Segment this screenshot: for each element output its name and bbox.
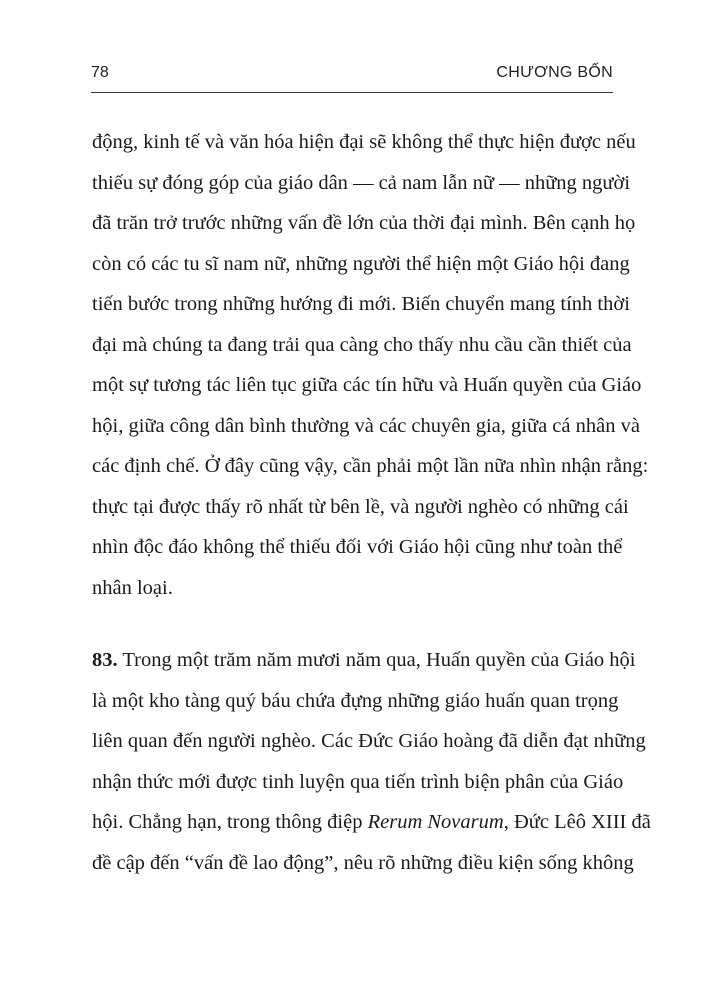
text-line: đã trăn trở trước những vấn đề lớn của thời đại mình. Bên cạnh họ bbox=[92, 212, 636, 234]
text-line: nhân loại. bbox=[92, 576, 173, 599]
text-line: đại mà chúng ta đang trải qua càng cho thấy nhu cầu cần thiết của bbox=[92, 333, 632, 356]
text-line: thiếu sự đóng góp của giáo dân — cả nam lẫn nữ — những người bbox=[92, 171, 631, 194]
text-line: liên quan đến người nghèo. Các Đức Giáo hoàng đã diễn đạt những bbox=[92, 730, 646, 752]
text-line: là một kho tàng quý báu chứa đựng những giáo huấn quan trọng bbox=[92, 689, 619, 712]
text-line: hội, giữa công dân bình thường và các chuyên gia, giữa cá nhân và bbox=[92, 414, 640, 437]
text-line: thực tại được thấy rõ nhất từ bên lề, và người nghèo có những cái bbox=[92, 495, 629, 518]
text-line: còn có các tu sĩ nam nữ, những người thể hiện một Giáo hội đang bbox=[92, 252, 630, 275]
text-line: nhìn độc đáo không thể thiếu đối với Giáo hội cũng như toàn thể bbox=[92, 536, 623, 558]
text-line: nhận thức mới được tinh luyện qua tiến trình biện phân của Giáo bbox=[92, 770, 624, 793]
paragraph-number: 83. bbox=[92, 649, 118, 671]
running-header bbox=[91, 62, 613, 93]
text-line bbox=[92, 802, 651, 843]
text-line: các định chế. Ở đây cũng vậy, cần phải một lần nữa nhìn nhận rằng: bbox=[92, 455, 649, 477]
encyclical-title: Rerum Novarum bbox=[367, 811, 504, 833]
text-segment: Trong một trăm năm mươi năm qua, Huấn quyền của Giáo hội bbox=[117, 649, 636, 671]
paragraph-continued bbox=[92, 122, 649, 608]
text-line: một sự tương tác liên tục giữa các tín hữu và Huấn quyền của Giáo bbox=[92, 374, 642, 396]
page-number: 78 bbox=[91, 64, 109, 81]
chapter-title: CHƯƠNG BỐN bbox=[496, 64, 613, 81]
text-line: động, kinh tế và văn hóa hiện đại sẽ không thể thực hiện được nếu bbox=[92, 131, 636, 153]
text-line bbox=[92, 640, 636, 681]
text-line: đề cập đến “vấn đề lao động”, nêu rõ những điều kiện sống không bbox=[92, 851, 634, 874]
paragraph-83 bbox=[92, 640, 651, 883]
text-line: tiến bước trong những hướng đi mới. Biến chuyển mang tính thời bbox=[92, 293, 630, 315]
text-segment: , Đức Lêô XIII đã bbox=[503, 811, 651, 833]
text-segment: hội. Chẳng hạn, trong thông điệp bbox=[92, 811, 368, 833]
